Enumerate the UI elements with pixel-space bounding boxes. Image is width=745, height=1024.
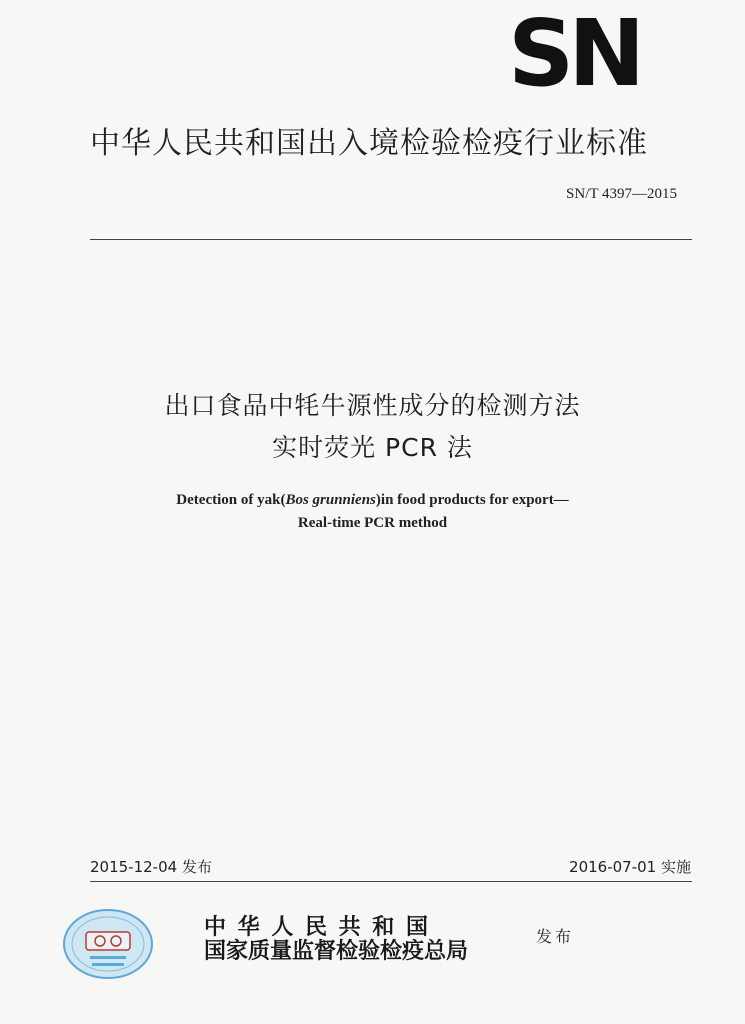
industry-standard-heading: 中华人民共和国出入境检验检疫行业标准 <box>90 126 648 161</box>
issue-label: 发布 <box>536 927 575 946</box>
title-en-species: Bos grunniens <box>285 492 376 508</box>
standard-code: SN/T 4397—2015 <box>566 186 677 202</box>
footer-divider <box>90 881 692 882</box>
header-divider <box>90 239 692 240</box>
title-en-line1-start: Detection of yak( <box>176 492 286 508</box>
title-en-line1 <box>0 492 745 509</box>
title-en-line2: Real-time PCR method <box>297 515 448 531</box>
title-cn-line1: 出口食品中牦牛源性成分的检测方法 <box>164 391 581 420</box>
title-en-line1-end: )in food products for export— <box>375 492 569 508</box>
issuer-line2: 国家质量监督检验检疫总局 <box>204 938 469 964</box>
anti-counterfeit-seal-icon <box>62 908 154 980</box>
sn-logo: SN <box>508 0 640 107</box>
issuer-line1: 中 华 人 民 共 和 国 <box>204 914 430 940</box>
implement-date: 2016-07-01 实施 <box>569 858 691 876</box>
title-cn-line2: 实时荧光 PCR 法 <box>272 433 473 462</box>
publish-date: 2015-12-04 发布 <box>90 858 212 876</box>
